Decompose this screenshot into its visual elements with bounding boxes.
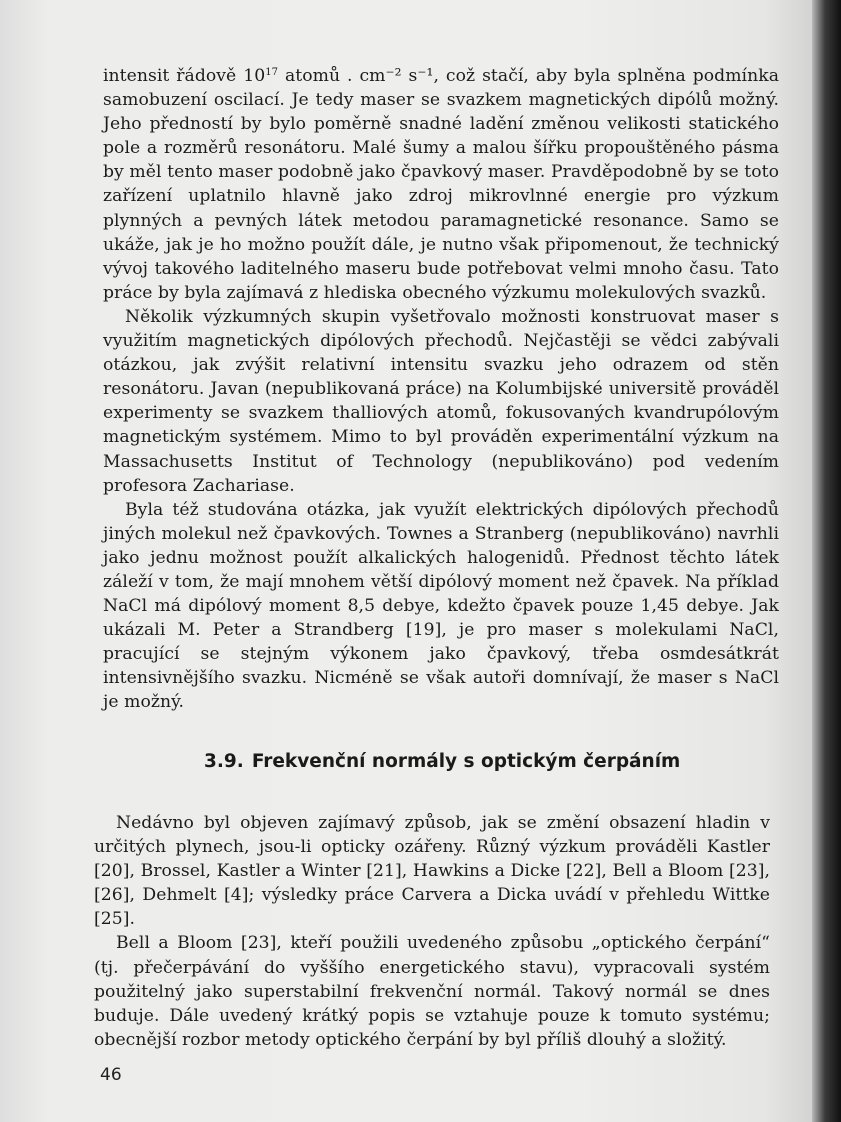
body-text-bottom [94, 811, 770, 1052]
paragraph-lead: intensit řádově 10 [103, 66, 266, 86]
exponent: 17 [265, 67, 279, 78]
section-heading [204, 749, 764, 775]
page-number: 46 [100, 1065, 122, 1085]
paragraph: Byla též studována otázka, jak využít elektrických dipólových přechodů jiných molekul než čpavkových. Townes a Stranberg (nepublikováno) navrhli jako jednu možnost použít alkalických halogenidů. Přednost těchto látek záleží v tom, že mají mnohem větší dipólový moment než čpavek. Na příklad NaCl má dipólový moment 8,5 debye, kdežto čpavek pouze 1,45 debye. Jak ukázali M. Peter a Strandberg [19], je pro maser s molekulami NaCl, pracující se stejným výkonem jako čpavkový, třeba osmdesátkrát intensivnějšího svazku. Nicméně se však autoři domnívají, že maser s NaCl je možný. [103, 499, 779, 713]
paragraph: Několik výzkumných skupin vyšetřovalo možnosti konstruovat maser s využitím magnetických dipólových přechodů. Nejčastěji se vědci zabývali otázkou, jak zvýšit relativní intensitu svazku jeho odrazem od stěn resonátoru. Javan (nepublikovaná práce) na Kolumbijské universitě prováděl experimenty se svazkem thalliových atomů, fokusovaných kvandrupólovým magnetickým systémem. Mimo to byl prováděn experimentální výzkum na Massachusetts Institut of Technology (nepublikováno) pod vedením profesora Zachariase. [103, 306, 779, 496]
paragraph: Nedávno byl objeven zajímavý způsob, jak se změní obsazení hladin v určitých plynech, jsou-li opticky ozářeny. Různý výzkum prováděli Kastler [20], Brossel, Kastler a Winter [21], Hawkins a Dicke [22], Bell a Bloom [23], [26], Dehmelt [4]; výsledky práce Carvera a Dicka uvádí v přehledu Wittke [25]. [94, 813, 770, 930]
section-number: 3.9. [204, 751, 244, 772]
paragraph-continued [103, 64, 779, 305]
binding-shadow [812, 0, 841, 1122]
paragraph: Bell a Bloom [23], kteří použili uvedeného způsobu „optického čerpání“ (tj. přečerpávání do vyššího energetického stavu), vypracovali systém použitelný jako superstabilní frekvenční normál. Takový normál se dnes buduje. Dále uvedený krátký popis se vztahuje pouze k tomuto systému; obecnější rozbor metody optického čerpání by byl příliš dlouhý a složitý. [94, 933, 770, 1050]
body-text-top [103, 64, 779, 715]
section-title: Frekvenční normály s optickým čerpáním [251, 751, 681, 772]
paragraph-rest: atomů . cm⁻² s⁻¹, což stačí, aby byla splněna podmínka samobuzení oscilací. Je tedy maser se svazkem magnetických dipólů možný. Jeho předností by bylo poměrně snadné ladění změnou velikosti statického pole a rozměrů resonátoru. Malé šumy a malou šířku propouštěného pásma by měl tento maser podobně jako čpavkový maser. Pravděpodobně by se toto zařízení uplatnilo hlavně jako zdroj mikrovlnné energie pro výzkum plynných a pevných látek metodou paramagnetické resonance. Samo se ukáže, jak je ho možno použít dále, je nutno však připomenout, že technický vývoj takového laditelného maseru bude potřebovat velmi mnoho času. Tato práce by byla zajímavá z hlediska obecného výzkumu molekulových svazků. [103, 66, 779, 303]
